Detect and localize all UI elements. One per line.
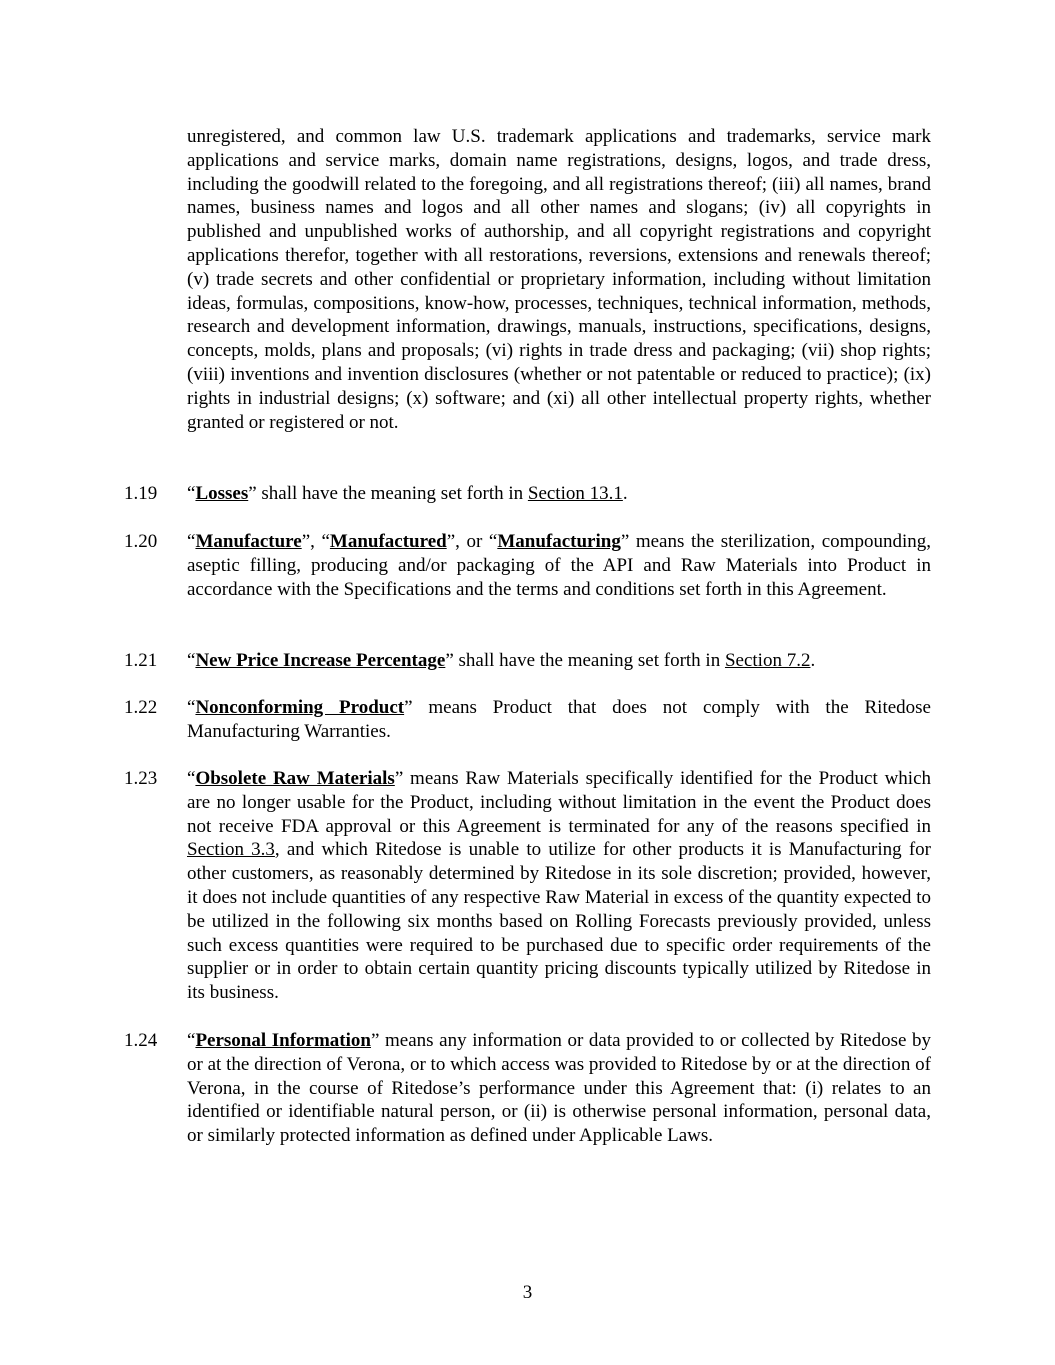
section-number-1-24: 1.24 (124, 1030, 158, 1051)
definition-obsolete-raw-materials: “Obsolete Raw Materials” means Raw Materials specifically identified for the Product which are no longer usable for the Product, including without limitation in the event the Product does not receive FDA approval or this Agreement is terminated for any of the reasons specified in Section 3.3, and which Ritedose is unable to utilize for other products it is Manufacturing for other customers, as reasonably determined by Ritedose in its sole discretion; provided, however, it does not include quantities of any respective Raw Material in excess of the quantity expected to be utilized in the following six months based on Rolling Forecasts previously provided, unless such excess quantities were required to be purchased due to specific order requirements of the supplier or in order to obtain certain quantity pricing discounts typically utilized by Ritedose in its business. (187, 768, 931, 1004)
section-number-1-22: 1.22 (124, 697, 158, 718)
defined-term-manufactured: Manufactured (329, 531, 447, 552)
defined-term-losses: Losses (195, 483, 249, 504)
defined-term-manufacturing: Manufacturing (497, 531, 621, 552)
section-reference-3-3[interactable]: Section 3.3 (187, 839, 275, 861)
section-reference-7-2[interactable]: Section 7.2 (724, 650, 811, 671)
section-reference-13-1[interactable]: Section 13.1 (527, 483, 623, 504)
defined-term-obsolete-raw-materials: Obsolete Raw Materials (195, 768, 395, 789)
definition-manufacture: “Manufacture”, “Manufactured”, or “Manufacturing” means the sterilization, compounding, aseptic filling, producing and/or packaging of the API and Raw Materials into Product in accordance with the Specifications and the terms and conditions set forth in this Agreement. (187, 531, 931, 600)
defined-term-new-price-increase-percentage: New Price Increase Percentage (195, 650, 446, 671)
definition-nonconforming-product: “Nonconforming Product” means Product that does not comply with the Ritedose Manufacturing Warranties. (187, 697, 931, 742)
page-number: 3 (522, 1282, 533, 1303)
section-number-1-20: 1.20 (124, 531, 158, 552)
section-number-1-19: 1.19 (124, 483, 158, 504)
section-number-1-21: 1.21 (124, 650, 158, 671)
definition-new-price-increase-percentage: “New Price Increase Percentage” shall have the meaning set forth in Section 7.2. (187, 650, 816, 671)
definition-losses: “Losses” shall have the meaning set forth in Section 13.1. (187, 483, 628, 504)
definition-personal-information: “Personal Information” means any information or data provided to or collected by Ritedose by or at the direction of Verona, or to which access was provided to Ritedose by or at the direction of Verona, in the course of Ritedose’s performance under this Agreement that: (i) relates to an identified or identifiable natural person, or (ii) is otherwise personal information, personal data, or similarly protected information as defined under Applicable Laws. (187, 1030, 931, 1147)
defined-term-manufacture: Manufacture (195, 531, 302, 552)
section-number-1-23: 1.23 (124, 768, 158, 789)
continuation-text: unregistered, and common law U.S. trademark applications and trademarks, service mark applications and service marks, domain name registrations, designs, logos, and trade dress, including the goodwill related to the foregoing, and all registrations thereof; (iii) all names, brand names, business names and logos and all other names and slogans; (iv) all copyrights in published and unpublished works of authorship, and all copyright registrations and copyright applications therefor, together with all restorations, reversions, extensions and renewals thereof; (v) trade secrets and other confidential or proprietary information, including without limitation ideas, formulas, compositions, know-how, processes, techniques, technical information, methods, research and development information, drawings, manuals, instructions, specifications, designs, concepts, molds, plans and proposals; (vi) rights in trade dress and packaging; (vii) shop rights; (viii) inventions and invention disclosures (whether or not patentable or reduced to practice); (ix) rights in industrial designs; (x) software; and (xi) all other intellectual property rights, whether granted or registered or not. (187, 126, 931, 433)
continuation-paragraph (187, 125, 931, 434)
defined-term-personal-information: Personal Information (195, 1030, 371, 1051)
defined-term-nonconforming-product: Nonconforming Product (195, 697, 405, 718)
